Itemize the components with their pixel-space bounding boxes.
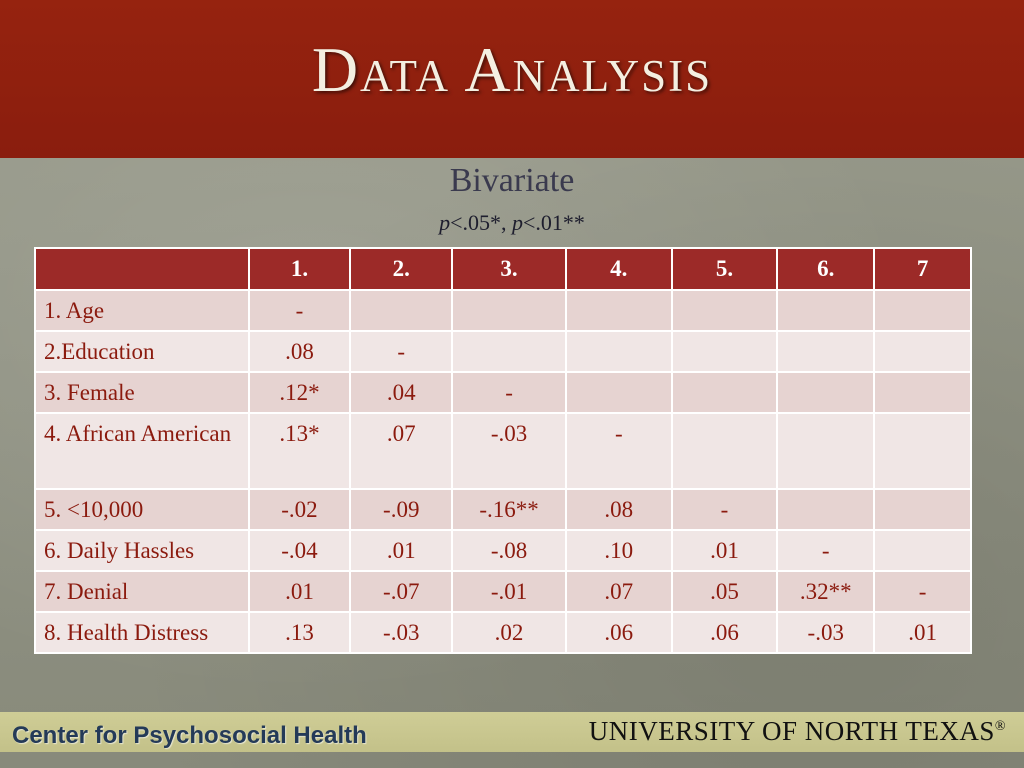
center-name: Center for Psychosocial Health	[12, 722, 367, 749]
table-header-row	[35, 248, 971, 290]
p-letter-1: p	[439, 210, 451, 235]
table-cell	[672, 372, 778, 413]
row-label: 5. <10,000	[35, 489, 249, 530]
table-cell: -.04	[249, 530, 351, 571]
university-logo	[589, 716, 1006, 747]
table-cell: -	[566, 413, 672, 489]
table-cell: -.03	[350, 612, 452, 653]
table-cell: .08	[249, 331, 351, 372]
table-cell: -	[777, 530, 874, 571]
table-cell: .06	[672, 612, 778, 653]
table-cell: -.07	[350, 571, 452, 612]
table-cell: .05	[672, 571, 778, 612]
table-cell: -	[249, 290, 351, 331]
table-row	[35, 413, 971, 489]
table-row	[35, 489, 971, 530]
table-row	[35, 331, 971, 372]
table-cell: -	[350, 331, 452, 372]
table-row	[35, 571, 971, 612]
row-label: 6. Daily Hassles	[35, 530, 249, 571]
registered-mark: ®	[994, 719, 1006, 734]
table-cell: .01	[874, 612, 971, 653]
table-cell: -.03	[777, 612, 874, 653]
p-threshold-1: <.05*,	[450, 210, 512, 235]
table-cell	[874, 290, 971, 331]
p-threshold-2: <.01**	[523, 210, 585, 235]
table-cell: -	[874, 571, 971, 612]
table-cell	[566, 372, 672, 413]
table-cell: -.01	[452, 571, 566, 612]
table-cell: .07	[566, 571, 672, 612]
table-cell: -.16**	[452, 489, 566, 530]
header-cell: 5.	[672, 248, 778, 290]
table-cell: .01	[672, 530, 778, 571]
table-cell: .08	[566, 489, 672, 530]
table-cell	[672, 290, 778, 331]
p-letter-2: p	[512, 210, 523, 235]
header-cell	[35, 248, 249, 290]
table-cell: -	[672, 489, 778, 530]
table-row	[35, 372, 971, 413]
table-row	[35, 530, 971, 571]
table-cell	[566, 331, 672, 372]
university-wordmark: UNIVERSITY OF NORTH TEXAS	[588, 716, 995, 746]
row-label: 3. Female	[35, 372, 249, 413]
header-cell: 2.	[350, 248, 452, 290]
slide-title: Data Analysis	[311, 34, 713, 105]
table-cell	[874, 372, 971, 413]
table-cell	[777, 489, 874, 530]
row-label: 4. African American	[35, 413, 249, 489]
table-cell: -	[452, 372, 566, 413]
row-label: 1. Age	[35, 290, 249, 331]
header-cell: 7	[874, 248, 971, 290]
table-cell: .13	[249, 612, 351, 653]
table-cell	[874, 530, 971, 571]
table-cell	[777, 290, 874, 331]
table-cell	[672, 331, 778, 372]
header-cell: 4.	[566, 248, 672, 290]
table-cell: .13*	[249, 413, 351, 489]
table-cell: .04	[350, 372, 452, 413]
table-cell	[777, 372, 874, 413]
header-cell: 6.	[777, 248, 874, 290]
table-cell	[566, 290, 672, 331]
table-cell	[672, 413, 778, 489]
significance-note	[0, 210, 1024, 236]
table-cell	[350, 290, 452, 331]
table-cell	[874, 489, 971, 530]
table-cell: -.09	[350, 489, 452, 530]
table-cell: .01	[249, 571, 351, 612]
header-cell: 3.	[452, 248, 566, 290]
table-cell	[452, 290, 566, 331]
correlation-table	[34, 247, 972, 654]
table-cell	[874, 413, 971, 489]
table-cell	[777, 331, 874, 372]
header-cell: 1.	[249, 248, 351, 290]
table-row	[35, 612, 971, 653]
slide-subtitle: Bivariate	[449, 162, 575, 199]
row-label: 8. Health Distress	[35, 612, 249, 653]
table-cell	[452, 331, 566, 372]
table-row	[35, 290, 971, 331]
table-cell: .10	[566, 530, 672, 571]
table-cell: .01	[350, 530, 452, 571]
table-cell: .06	[566, 612, 672, 653]
table-cell: .12*	[249, 372, 351, 413]
table-cell: -.02	[249, 489, 351, 530]
table-cell: .07	[350, 413, 452, 489]
table-cell: -.03	[452, 413, 566, 489]
table-cell: -.08	[452, 530, 566, 571]
row-label: 7. Denial	[35, 571, 249, 612]
table-cell: .32**	[777, 571, 874, 612]
table-cell	[777, 413, 874, 489]
table-cell	[874, 331, 971, 372]
table-cell: .02	[452, 612, 566, 653]
row-label: 2.Education	[35, 331, 249, 372]
